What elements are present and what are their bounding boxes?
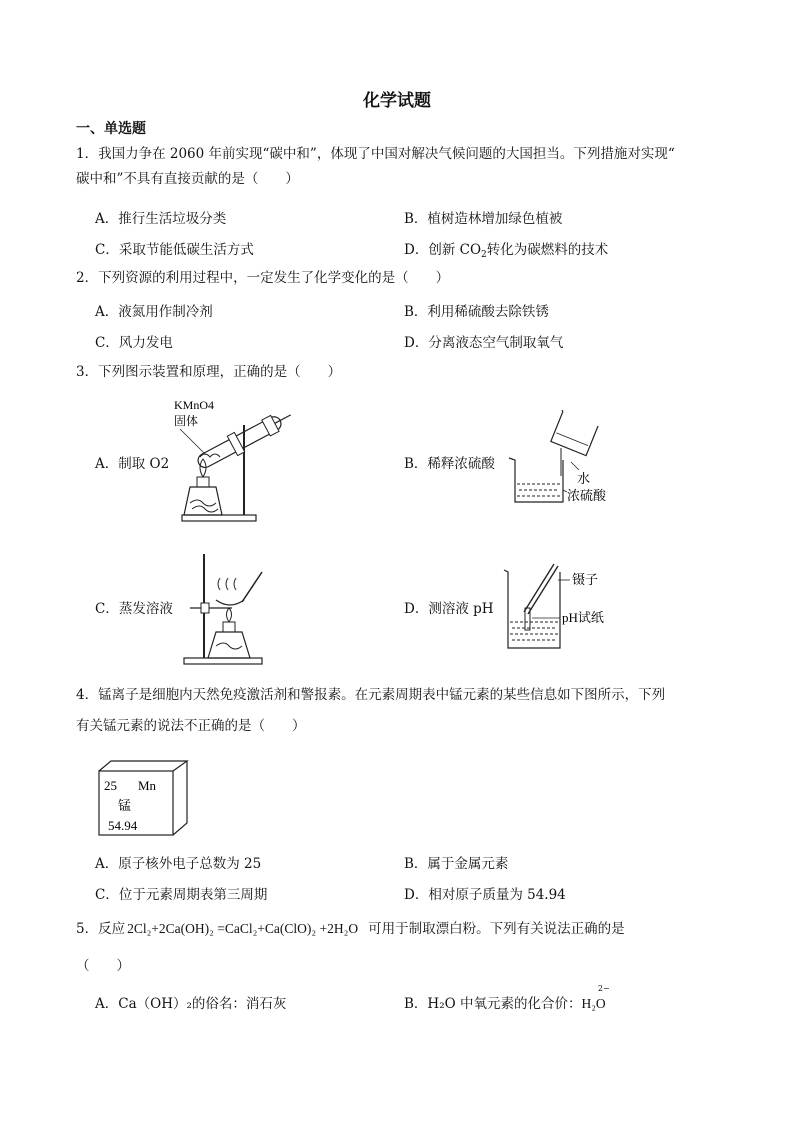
element-symbol: Mn <box>138 778 157 793</box>
fig-a-label-kmno4: KMnO4 <box>174 398 215 412</box>
q5-option-b-valence-formula <box>581 984 610 1012</box>
figure-b-dilution <box>505 410 625 510</box>
q2-option-d: D．分离液态空气制取氧气 <box>404 335 564 351</box>
q1-option-d-sub: 2 <box>481 250 487 260</box>
element-mass: 54.94 <box>108 818 138 833</box>
q1-option-d <box>404 238 608 260</box>
question-2-stem: 2．下列资源的利用过程中，一定发生了化学变化的是（ ） <box>76 270 450 286</box>
question-4-stem <box>76 685 726 737</box>
fig-d-label-tweezers: 镊子 <box>572 572 599 587</box>
figure-c-evaporation <box>180 550 275 670</box>
q3-option-b: B．稀释浓硫酸 <box>404 456 495 472</box>
question-1-line1: 1．我国力争在 2060 年前实现“碳中和”，体现了中国对解决气候问题的大国担当。下列措施对实现“ <box>76 146 675 162</box>
q3-option-c: C．蒸发溶液 <box>95 601 173 617</box>
q2-option-c: C．风力发电 <box>95 335 173 351</box>
q4-option-b: B．属于金属元素 <box>404 856 509 872</box>
question-5-stem <box>76 918 756 940</box>
q4-option-c: C．位于元素周期表第三周期 <box>95 887 268 903</box>
question-4-line2: 有关锰元素的说法不正确的是（ ） <box>76 718 306 734</box>
q5-stem-pre: 5．反应 <box>76 921 126 937</box>
page-title: 化学试题 <box>363 91 431 111</box>
q1-option-d-pre: D．创新 CO <box>404 242 482 258</box>
element-name: 锰 <box>118 798 132 813</box>
q5-option-b-formula: H₂O <box>581 996 606 1011</box>
q5-option-b-pre: B．H₂O 中氧元素的化合价： <box>404 996 582 1012</box>
question-4-line1: 4．锰离子是细胞内天然免疫激活剂和警报素。在元素周期表中锰元素的某些信息如下图所示，下列 <box>76 687 666 703</box>
fig-b-label-water: 水 <box>577 471 591 486</box>
fig-a-label-solid: 固体 <box>174 414 199 428</box>
q5-option-b-valence: 2− <box>597 984 610 993</box>
q5-option-b <box>404 984 610 1012</box>
q2-option-b: B．利用稀硫酸去除铁锈 <box>404 304 549 320</box>
q1-option-b: B．植树造林增加绿色植被 <box>404 211 563 227</box>
question-5-line2: （ ） <box>76 958 130 974</box>
question-1-stem <box>76 144 726 190</box>
q4-option-a: A．原子核外电子总数为 25 <box>95 856 262 872</box>
q5-equation: 2Cl₂+2Ca(OH)₂ =CaCl₂+Ca(ClO)₂ +2H₂O <box>127 921 359 936</box>
q5-stem-post: 可用于制取漂白粉。下列有关说法正确的是 <box>368 921 625 937</box>
q3-option-d: D．测溶液 pH <box>404 601 494 617</box>
figure-d-ph-test <box>500 560 620 655</box>
element-card-manganese <box>98 760 190 838</box>
q3-option-a: A．制取 O2 <box>95 456 170 472</box>
fig-b-label-acid: 浓硫酸 <box>567 488 607 503</box>
figure-a-kmno4-heating <box>170 395 300 530</box>
question-3-stem: 3．下列图示装置和原理，正确的是（ ） <box>76 364 342 380</box>
section-heading: 一、单选题 <box>76 121 146 137</box>
fig-d-label-ph-paper: pH试纸 <box>562 610 604 625</box>
q1-option-d-post: 转化为碳燃料的技术 <box>486 242 609 258</box>
element-number: 25 <box>104 778 117 793</box>
question-1-line2: 碳中和”不具有直接贡献的是（ ） <box>76 171 299 187</box>
q2-option-a: A．液氮用作制冷剂 <box>95 304 213 320</box>
q5-option-a: A．Ca（OH）₂的俗名：消石灰 <box>95 996 287 1012</box>
q4-option-d: D．相对原子质量为 54.94 <box>404 887 566 903</box>
q1-option-c: C．采取节能低碳生活方式 <box>95 242 254 258</box>
q1-option-a: A．推行生活垃圾分类 <box>95 211 227 227</box>
